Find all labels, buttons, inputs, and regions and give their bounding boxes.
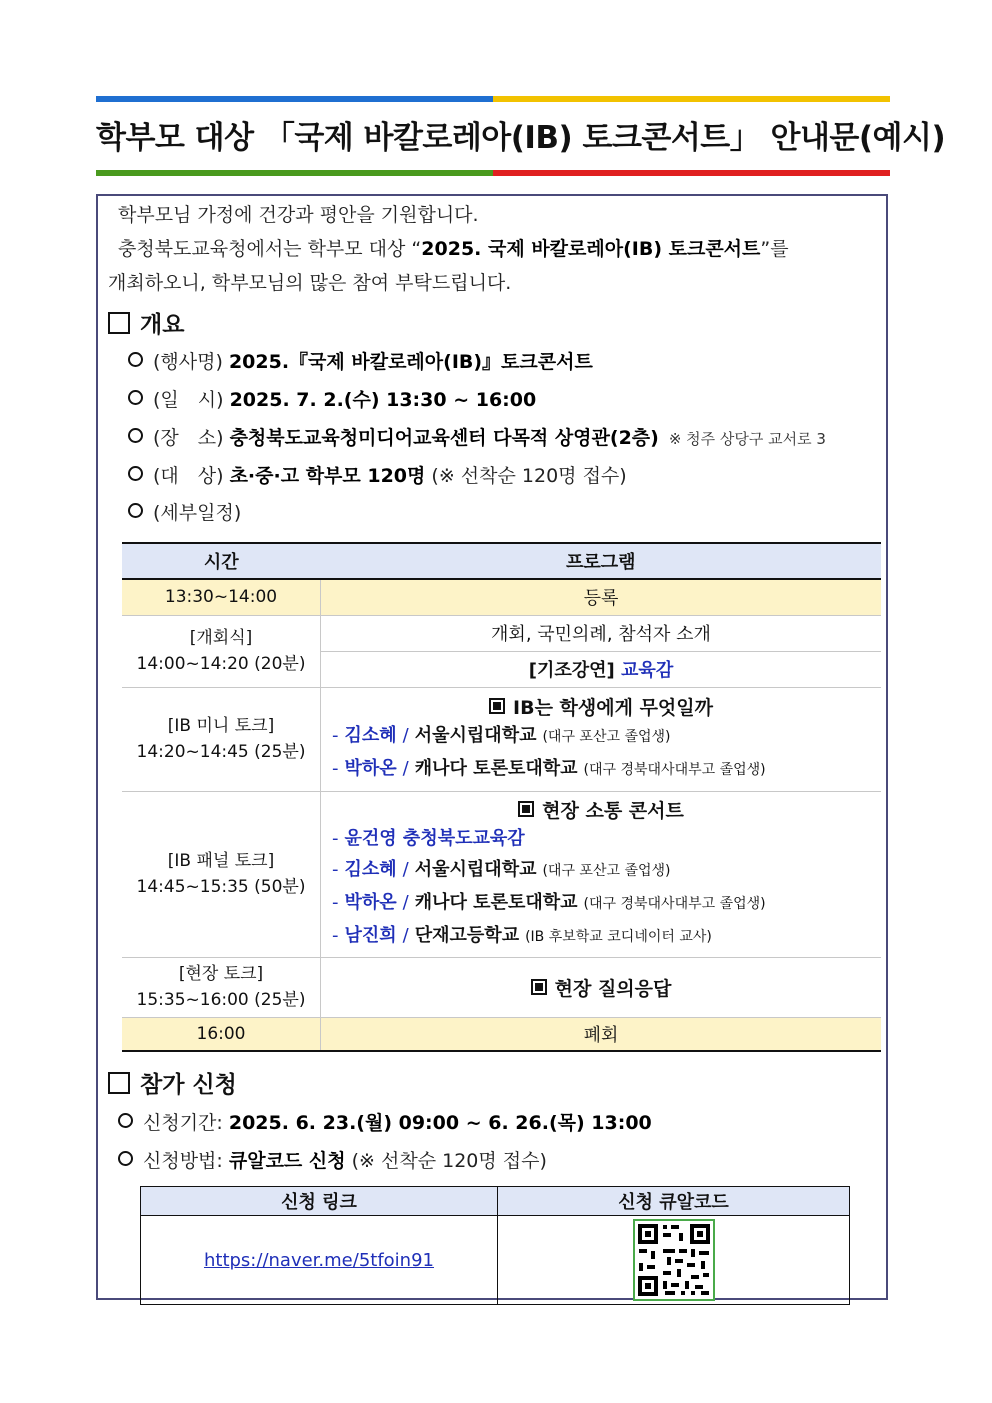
time-cell: [IB 패널 토크] 14:45~15:35 (50분): [122, 791, 321, 957]
program-cell: [기조강연] 교육감: [321, 651, 882, 687]
schedule-header-time: 시간: [122, 543, 321, 579]
program-cell: 폐회: [321, 1017, 882, 1051]
apply-method: 신청방법: 큐알코드 신청 (※ 선착순 120명 접수): [118, 1146, 547, 1173]
intro-line-3: 개최하오니, 학부모님의 많은 참여 부탁드립니다.: [108, 272, 512, 294]
table-row: [122, 791, 881, 957]
time-cell: [IB 미니 토크] 14:20~14:45 (25분): [122, 687, 321, 791]
title-banner: [96, 96, 946, 176]
overview-item-event: (행사명) 2025.『국제 바칼로레아(IB)』토크콘서트: [128, 347, 593, 374]
square-bullet-icon: [518, 801, 534, 817]
table-row: [122, 615, 881, 651]
circle-bullet-icon: [128, 503, 143, 518]
circle-bullet-icon: [118, 1113, 133, 1128]
table-row: [122, 579, 881, 615]
apply-table: [140, 1186, 850, 1305]
circle-bullet-icon: [128, 390, 143, 405]
title-bottom-stripe: [96, 170, 890, 176]
overview-item-date: (일 시) 2025. 7. 2.(수) 13:30 ~ 16:00: [128, 385, 536, 412]
apply-link[interactable]: https://naver.me/5tfoin91: [203, 1249, 434, 1271]
circle-bullet-icon: [118, 1151, 133, 1166]
overview-item-target: (대 상) 초·중·고 학부모 120명 (※ 선착순 120명 접수): [128, 461, 627, 488]
speaker-line: - 박하온 / 캐나다 토론토대학교 (대구 경북대사대부고 졸업생): [332, 891, 766, 913]
time-cell: 16:00: [122, 1017, 321, 1051]
speaker-line: - 김소혜 / 서울시립대학교 (대구 포산고 졸업생): [332, 858, 671, 880]
square-bullet-icon: [531, 979, 547, 995]
table-row: [122, 957, 881, 1017]
program-cell: 현장 질의응답: [321, 957, 882, 1017]
apply-period: 신청기간: 2025. 6. 23.(월) 09:00 ~ 6. 26.(목) 13:00: [118, 1108, 652, 1135]
qr-code-icon[interactable]: [633, 1219, 715, 1301]
checkbox-square-icon: [108, 1072, 130, 1094]
apply-qr-cell: [498, 1216, 850, 1305]
title-top-stripe: [96, 96, 890, 102]
checkbox-square-icon: [108, 312, 130, 334]
program-cell: 등록: [321, 579, 882, 615]
circle-bullet-icon: [128, 428, 143, 443]
speaker-line: - 윤건영 충청북도교육감: [332, 827, 525, 849]
program-cell: IB는 학생에게 무엇일까 - 김소혜 / 서울시립대학교 (대구 포산고 졸업생) - 박하온 / 캐나다 토론토대학교 (대구 경북대사대부고 졸업생): [321, 687, 882, 791]
table-row: [122, 687, 881, 791]
section-apply: 참가 신청: [108, 1066, 237, 1099]
notice-body: [96, 194, 888, 1300]
document-title: 학부모 대상 「국제 바칼로레아(IB) 토크콘서트」 안내문(예시): [96, 120, 946, 156]
intro-line-2: 충청북도교육청에서는 학부모 대상 “2025. 국제 바칼로레아(IB) 토크콘서트”를: [118, 238, 789, 260]
overview-item-schedule: (세부일정): [128, 498, 241, 525]
schedule-table: [122, 542, 881, 1052]
apply-header-qr: 신청 큐알코드: [498, 1187, 850, 1216]
time-cell: [현장 토크] 15:35~16:00 (25분): [122, 957, 321, 1017]
schedule-header-program: 프로그램: [321, 543, 882, 579]
table-row: [122, 1017, 881, 1051]
intro-line-1: 학부모님 가정에 건강과 평안을 기원합니다.: [118, 204, 479, 226]
speaker-line: - 김소혜 / 서울시립대학교 (대구 포산고 졸업생): [332, 724, 671, 746]
apply-header-link: 신청 링크: [141, 1187, 498, 1216]
section-overview: 개요: [108, 306, 184, 339]
apply-link-cell: [141, 1216, 498, 1305]
program-cell: 현장 소통 콘서트 - 윤건영 충청북도교육감 - 김소혜 / 서울시립대학교 (대구 포산고 졸업생) - 박하온 / 캐나다 토론토대학교 (대구 경북대사대부고 졸업생) - 남진희 / 단재고등학교 (IB 후보학교 코디네이터 교사): [321, 791, 882, 957]
time-cell: [개회식] 14:00~14:20 (20분): [122, 615, 321, 687]
square-bullet-icon: [489, 698, 505, 714]
program-cell: 개회, 국민의례, 참석자 소개: [321, 615, 882, 651]
overview-item-venue: (장 소) 충청북도교육청미디어교육센터 다목적 상영관(2층) ※ 청주 상당구 교서로 3: [128, 423, 826, 450]
circle-bullet-icon: [128, 466, 143, 481]
speaker-line: - 남진희 / 단재고등학교 (IB 후보학교 코디네이터 교사): [332, 924, 712, 946]
time-cell: 13:30~14:00: [122, 579, 321, 615]
circle-bullet-icon: [128, 352, 143, 367]
speaker-line: - 박하온 / 캐나다 토론토대학교 (대구 경북대사대부고 졸업생): [332, 757, 766, 779]
